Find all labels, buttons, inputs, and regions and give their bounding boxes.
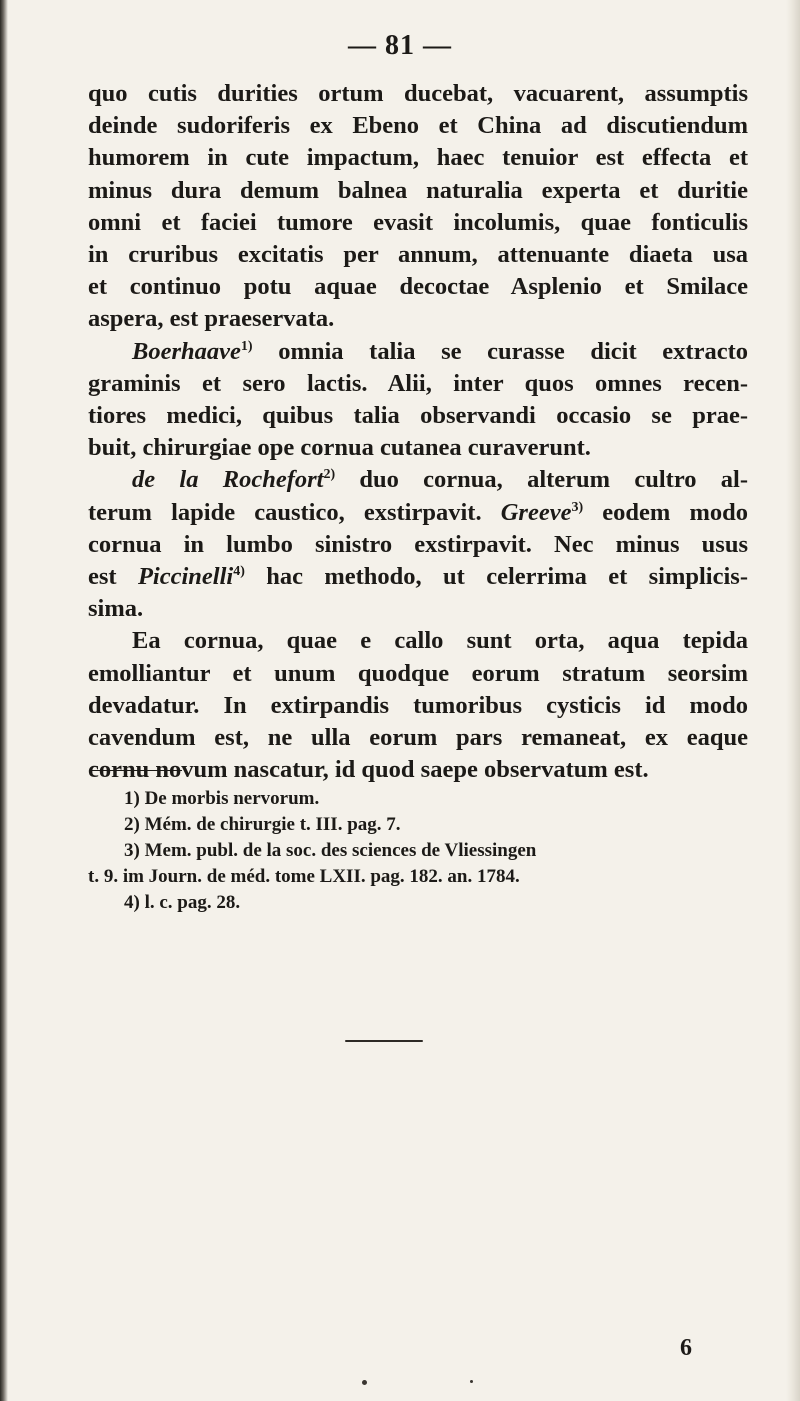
author-name: de la Rochefort	[132, 466, 324, 494]
ornament-divider	[345, 1040, 423, 1042]
paragraph-2-first-line	[88, 336, 748, 368]
paragraph-2-line: buit, chirurgiae ope cornua cutanea curaverunt.	[88, 434, 591, 462]
signature-mark: 6	[680, 1335, 692, 1361]
paragraph-1-line: omni et faciei tumore evasit incolumis, quae fonticulis	[88, 208, 748, 236]
paragraph-4-line: emolliantur et unum quodque eorum stratum seorsim	[88, 659, 748, 687]
paragraph-3-first-line	[88, 464, 748, 496]
page-number: — 81 —	[348, 30, 452, 61]
paragraph-2-line: tiores medici, quibus talia observandi occasio se prae-	[88, 402, 748, 430]
paragraph-2-text: omnia talia se curasse dicit extracto	[252, 337, 748, 365]
paragraph-3-line	[88, 497, 748, 529]
paragraph-3-line	[88, 561, 748, 593]
author-name: Greeve	[500, 498, 572, 526]
author-name: Boerhaave	[132, 337, 241, 365]
footnote: 2) Mém. de chirurgie t. III. pag. 7.	[124, 814, 401, 835]
footnote-marker: 3)	[571, 499, 584, 515]
footnote: 3) Mem. publ. de la soc. des sciences de Vliessingen	[124, 840, 537, 861]
paragraph-1-line: et continuo potu aquae decoctae Asplenio et Smilace	[88, 273, 748, 301]
paragraph-3-text: eodem modo	[583, 498, 748, 526]
footnote-marker: 4)	[233, 563, 245, 579]
paragraph-1-line: aspera, est praeservata.	[88, 305, 335, 333]
paragraph-4-line: cavendum est, ne ulla eorum pars remaneat, ex eaque	[88, 724, 748, 752]
footnote-marker: 1)	[240, 338, 253, 354]
ink-speck	[470, 1380, 473, 1383]
paragraph-3-text: est	[88, 563, 138, 591]
footnote-separator	[90, 770, 182, 771]
paragraph-3-line: cornua in lumbo sinistro exstirpavit. Nec minus usus	[88, 530, 748, 558]
paragraph-4-line: cornu novum nascatur, id quod saepe observatum est.	[88, 756, 649, 784]
paragraph-1-line: humorem in cute impactum, haec tenuior est effecta et	[88, 144, 748, 172]
ink-speck	[362, 1380, 367, 1385]
paragraph-3-text: terum lapide caustico, exstirpavit.	[88, 498, 501, 526]
page-edge-right	[786, 0, 800, 1401]
page-edge-left	[0, 0, 8, 1401]
paragraph-3-text: duo cornua, alterum cultro al-	[335, 466, 748, 494]
footnotes	[88, 786, 748, 916]
paragraph-3-text: hac methodo, ut celerrima et simplicis-	[244, 563, 748, 591]
paragraph-1-line: in cruribus excitatis per annum, attenuante diaeta usa	[88, 241, 748, 269]
paragraph-1-line: minus dura demum balnea naturalia experta et duritie	[88, 176, 748, 204]
footnote-continuation: t. 9. im Journ. de méd. tome LXII. pag. 182. an. 1784.	[88, 866, 520, 887]
footnote: 4) l. c. pag. 28.	[124, 892, 241, 913]
paragraph-3-line: sima.	[88, 595, 144, 623]
paragraph-2-line: graminis et sero lactis. Alii, inter quos omnes recen-	[88, 369, 748, 397]
author-name: Piccinelli	[137, 563, 234, 591]
paragraph-4-line: devadatur. In extirpandis tumoribus cysticis id modo	[88, 691, 748, 719]
footnote-marker: 2)	[323, 467, 336, 483]
paragraph-1-line: deinde sudoriferis ex Ebeno et China ad discutiendum	[88, 112, 748, 140]
paragraph-4-line: Ea cornua, quae e callo sunt orta, aqua tepida	[132, 627, 748, 655]
footnote: 1) De morbis nervorum.	[124, 788, 320, 809]
body-text	[88, 78, 748, 786]
paragraph-1-line: quo cutis durities ortum ducebat, vacuarent, assumptis	[88, 80, 748, 107]
